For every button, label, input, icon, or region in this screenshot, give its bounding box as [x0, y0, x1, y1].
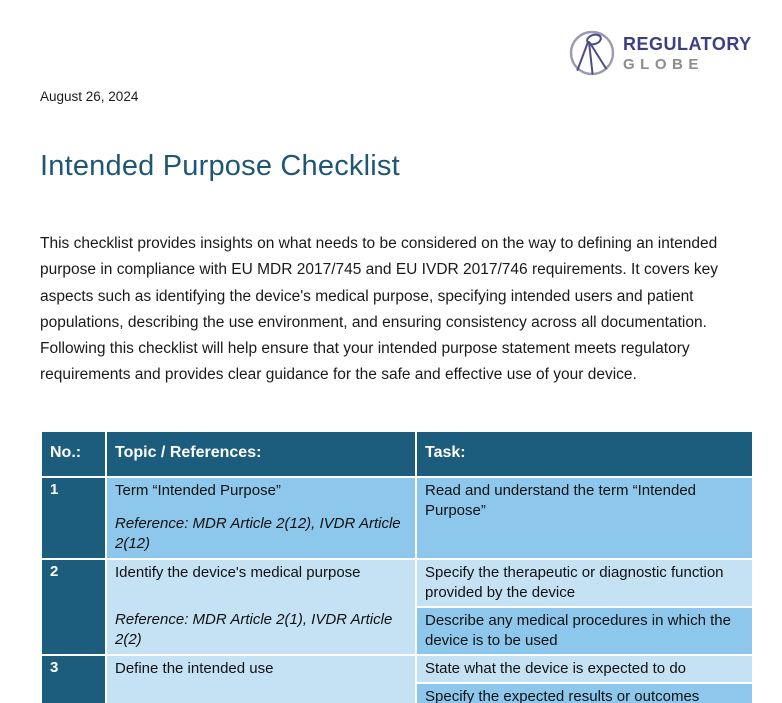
reference-text: Reference: MDR Article 2(12), IVDR Article 2(12) — [115, 515, 401, 552]
task-cell: Specify the expected results or outcomes — [416, 683, 753, 703]
topic-text: Define the intended use — [115, 660, 274, 677]
header-no: No.: — [41, 431, 106, 477]
task-cell: Read and understand the term “Intended Purpose” — [416, 477, 753, 559]
table-row — [41, 655, 753, 683]
globe-logo-icon — [568, 29, 616, 77]
task-cell: Specify the therapeutic or diagnostic function provided by the device — [416, 559, 753, 607]
logo-text-globe: GLOBE — [623, 55, 704, 73]
logo-wordmark — [623, 35, 752, 72]
task-cell: Describe any medical procedures in which the device is to be used — [416, 607, 753, 655]
table-row — [41, 559, 753, 607]
topic-text: Term “Intended Purpose” — [115, 482, 281, 499]
page-title: Intended Purpose Checklist — [40, 150, 400, 182]
logo-text-regulatory: REGULATORY — [623, 33, 752, 54]
topic-cell — [106, 559, 416, 655]
intro-paragraph: This checklist provides insights on what needs to be considered on the way to defining an intended purpose in compliance with EU MDR 2017/745 and EU IVDR 2017/746 requirements. It covers key aspects such as identifying the device's medical purpose, specifying intended users and patient populations, describing the use environment, and ensuring consistency across all documentation. Following this checklist will help ensure that your intended purpose statement meets regulatory requirements and provides clear guidance for the safe and effective use of your device. — [40, 235, 719, 384]
document-date: August 26, 2024 — [40, 89, 139, 104]
task-cell: State what the device is expected to do — [416, 655, 753, 683]
topic-cell — [106, 477, 416, 559]
checklist-table — [40, 430, 754, 703]
checklist-table-body — [41, 477, 753, 703]
header-task: Task: — [416, 431, 753, 477]
row-number-cell: 3 — [41, 655, 106, 703]
topic-cell — [106, 655, 416, 703]
row-number-cell: 1 — [41, 477, 106, 559]
header-row — [41, 431, 753, 477]
row-number-cell: 2 — [41, 559, 106, 655]
header-topic: Topic / References: — [106, 431, 416, 477]
table-row — [41, 477, 753, 559]
topic-text: Identify the device's medical purpose — [115, 564, 361, 581]
reference-text: Reference: MDR Article 2(1), IVDR Article 2(2) — [115, 611, 393, 648]
checklist-table-header — [41, 431, 753, 477]
regulatory-globe-logo — [568, 29, 752, 77]
